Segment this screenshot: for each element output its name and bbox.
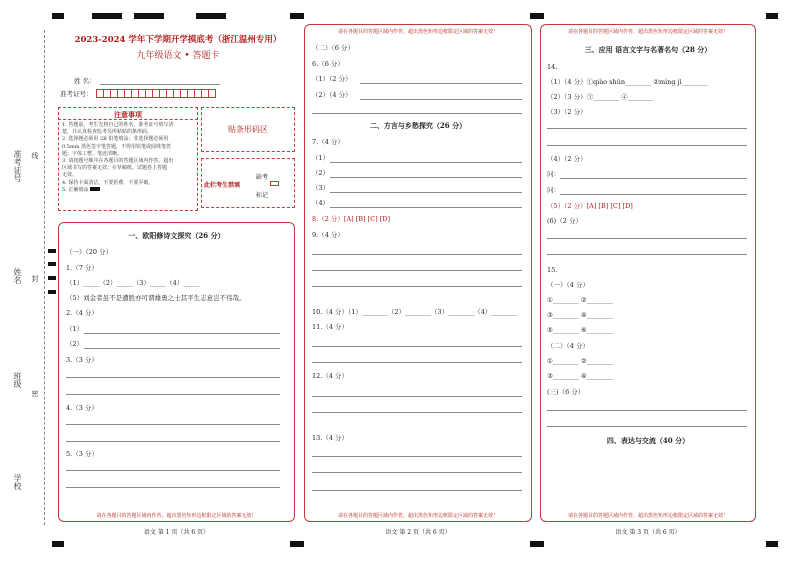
q15-row-5[interactable]: ③________ ④________ [547,372,613,380]
q3-label: 3.（3 分） [66,356,98,364]
q15-sub1-label: （一）（4 分） [547,281,589,289]
answer-line[interactable] [312,412,522,413]
alignment-mark [530,13,544,19]
q7-2-label: （2） [312,169,330,177]
section-4-title: 四、表达与交流（40 分） [606,436,690,445]
answer-line[interactable] [312,346,522,347]
answer-line[interactable] [312,113,522,114]
answer-line[interactable] [312,362,522,363]
q15-row-4[interactable]: ①________ ②________ [547,357,613,365]
notice-title-rule [58,119,198,120]
q2-1-label: （1） [66,325,84,333]
panel-2-warning-top: 请在各题目的答题区域内作答，超出黑色矩形边框限定区域的答案无效！ [337,29,498,35]
sub2-label: （二）（6 分） [312,44,354,52]
panel-1-warning: 请在各题目的答题区域内作答，超出黑色矩形边框限定区域的答案无效！ [96,513,257,519]
margin-secret-text: 密 [31,390,39,397]
id-box[interactable] [208,89,216,98]
absent-label: 此栏考生禁填 [204,182,241,189]
margin-name-label: 姓名 [13,268,22,284]
answer-line[interactable] [312,396,522,397]
alignment-mark [48,249,56,253]
alignment-mark [48,290,56,294]
q14-wen-1: 问： [547,170,560,178]
q6-1-label: （1）（2 分） [312,75,352,83]
notice-line: 0.5mm 黑色签字笔答题，不得用铅笔或圆珠笔答 [62,143,172,150]
q15-sub2-label: （二）（4 分） [547,342,589,350]
q15-row-1[interactable]: ①________ ②________ [547,296,613,304]
q1-blanks[interactable]: （1）_____（2）_____（3）_____（4）_____ [66,279,200,287]
section-1-title: 一、欧阳修诗文探究（26 分） [128,231,225,240]
alignment-mark [48,262,56,266]
alignment-mark [48,276,56,280]
q7-label: 7.（4 分） [312,138,344,146]
notice-items [62,122,196,194]
answer-line[interactable] [312,270,522,271]
q15-row-2[interactable]: ③________ ④________ [547,311,613,319]
answer-line[interactable] [560,178,747,179]
answer-line[interactable] [312,286,522,287]
answer-line[interactable] [66,487,280,488]
notice-line: 区域书写的答案无效；在草稿纸、试题卷上答题 [62,165,168,172]
margin-line-text: 线 [31,152,39,159]
q1-label: 1.（7 分） [66,264,98,272]
filled-example-mark [90,187,100,191]
sub1-label: （一）（20 分） [66,248,113,256]
answer-line[interactable] [312,472,522,473]
q2-label: 2.（4 分） [66,309,98,317]
alignment-mark [134,13,164,19]
answer-line[interactable] [547,238,747,239]
answer-line[interactable] [330,192,522,193]
q14-2-blanks[interactable]: （2）（3 分）③________ ④________ [547,93,654,101]
page-3-footer: 语文 第 3 页（共 6 页） [615,529,681,536]
answer-line[interactable] [66,470,280,471]
notice-line: 题；字体工整、笔迹清晰。 [62,150,123,157]
q15-sub3-label: (三)（6 分） [547,388,585,396]
answer-line[interactable] [330,207,522,208]
panel-2-warning-bottom: 请在各题目的答题区域内作答，超出黑色矩形边框限定区域的答案无效！ [337,513,498,519]
q8-choice[interactable]: 8.（2 分）[A] [B] [C] [D] [312,215,391,223]
q14-3-label: （3）（2 分） [547,108,587,116]
q10-blanks[interactable]: 10.（4 分）（1）________（2）________（3）________（4）________ [312,308,518,316]
q1-5-text: （5）刘金者虽不是遭胜亦可谓雄勇之士其平生志意岂不伟哉。 [66,294,246,302]
answer-line[interactable] [560,194,747,195]
answer-line[interactable] [547,410,747,411]
q14-1-blanks[interactable]: （1）（4 分）①qiào shǔn________ ②mìng jì________ [547,78,708,86]
q14-4-label: （4）（2 分） [547,155,587,163]
answer-line[interactable] [547,254,747,255]
margin-school-label: 学校 [13,474,22,490]
answer-line[interactable] [84,348,280,349]
alignment-mark [766,541,778,547]
q14-6-label: (6)（2 分） [547,217,582,225]
q15-row-3[interactable]: ⑤________ ⑥________ [547,326,613,334]
answer-line[interactable] [547,128,747,129]
student-name-label: 姓 名： [74,77,96,85]
q9-label: 9.（4 分） [312,231,344,239]
answer-line[interactable] [312,254,522,255]
alignment-mark [530,541,544,547]
notice-line: 楚，并认真检查监考员所粘贴的条形码。 [62,129,153,136]
q13-label: 13.（4 分） [312,434,349,442]
answer-line[interactable] [66,394,280,395]
margin-class-label: 班级 [13,372,22,388]
page-2-footer: 语文 第 2 页（共 6 页） [385,529,451,536]
q14-wen-2: 问： [547,186,560,194]
q11-label: 11.（4 分） [312,323,349,331]
alignment-mark [766,13,778,19]
alignment-mark [52,541,64,547]
alignment-mark [290,541,304,547]
section-3-title: 三、应用 语言文字与名著名句（28 分） [584,45,712,54]
notice-line: 3. 请按题号顺序在各题目的答题区域内作答，超出 [62,158,174,165]
answer-line[interactable] [312,456,522,457]
panel-3-warning-bottom: 请在各题目的答题区域内作答，超出黑色矩形边框限定区域的答案无效！ [567,513,728,519]
alignment-mark [92,13,122,19]
panel-3-warning-top: 请在各题目的答题区域内作答，超出黑色矩形边框限定区域的答案无效！ [567,29,728,35]
q6-2-label: （2）（4 分） [312,91,352,99]
q7-1-label: （1） [312,154,330,162]
notice-example-text: 5. 正确填涂 [62,186,89,193]
notice-line: 无效。 [62,172,78,179]
student-id-boxes[interactable] [96,89,215,98]
answer-line[interactable] [312,490,522,491]
answer-line[interactable] [330,177,522,178]
absent-text-2: 标记 [256,192,269,199]
student-id-label: 准考证号： [60,90,93,98]
page-1-footer: 语文 第 1 页（共 6 页） [143,529,210,536]
answer-line[interactable] [66,424,280,425]
answer-line[interactable] [360,99,522,100]
answer-line[interactable] [66,377,280,378]
q14-5-choice[interactable]: （5）（2 分）[A] [B] [C] [D] [547,202,633,210]
exam-title: 2023-2024 学年下学期开学摸底考（浙江温州专用） [74,35,282,45]
q6-label: 6.（6 分） [312,60,344,68]
alignment-mark [290,13,304,19]
q2-2-label: （2） [66,340,84,348]
barcode-label: 贴条形码区 [228,125,268,134]
answer-line[interactable] [547,145,747,146]
notice-line: 1. 答题前，考生先将自己的姓名，准考证号填写清 [62,122,174,128]
alignment-mark [52,13,64,19]
notice-line: 2. 选择题必须用 2B 铅笔填涂；非选择题必须用 [62,136,169,143]
answer-line[interactable] [84,333,280,334]
notice-title: 注意事项 [114,110,142,119]
binding-dashed-line [44,30,45,525]
answer-line[interactable] [360,83,522,84]
answer-line[interactable] [330,162,522,163]
margin-id-label: 准考证号 [13,150,22,182]
absent-text-1: 缺考 [256,174,269,181]
q15-label: 15. [547,266,558,274]
section-2-title: 二、方言与乡愁探究（26 分） [369,121,467,130]
q4-label: 4.（3 分） [66,404,98,412]
q7-4-label: （4） [312,199,330,207]
answer-line[interactable] [547,426,747,427]
answer-line[interactable] [66,441,280,442]
absent-checkbox[interactable] [270,181,279,186]
exam-subtitle: 九年级语文 • 答题卡 [136,51,220,61]
q14-label: 14. [547,63,558,71]
margin-seal-text: 封 [31,275,39,282]
q7-3-label: （3） [312,184,330,192]
q12-label: 12.（4 分） [312,372,349,380]
notice-line: 4. 保持卡面清洁，不要折叠、不要弄破。 [62,179,154,186]
notice-line [62,187,196,194]
alignment-mark [196,13,226,19]
student-name-field[interactable] [100,84,220,85]
q5-label: 5.（3 分） [66,450,98,458]
